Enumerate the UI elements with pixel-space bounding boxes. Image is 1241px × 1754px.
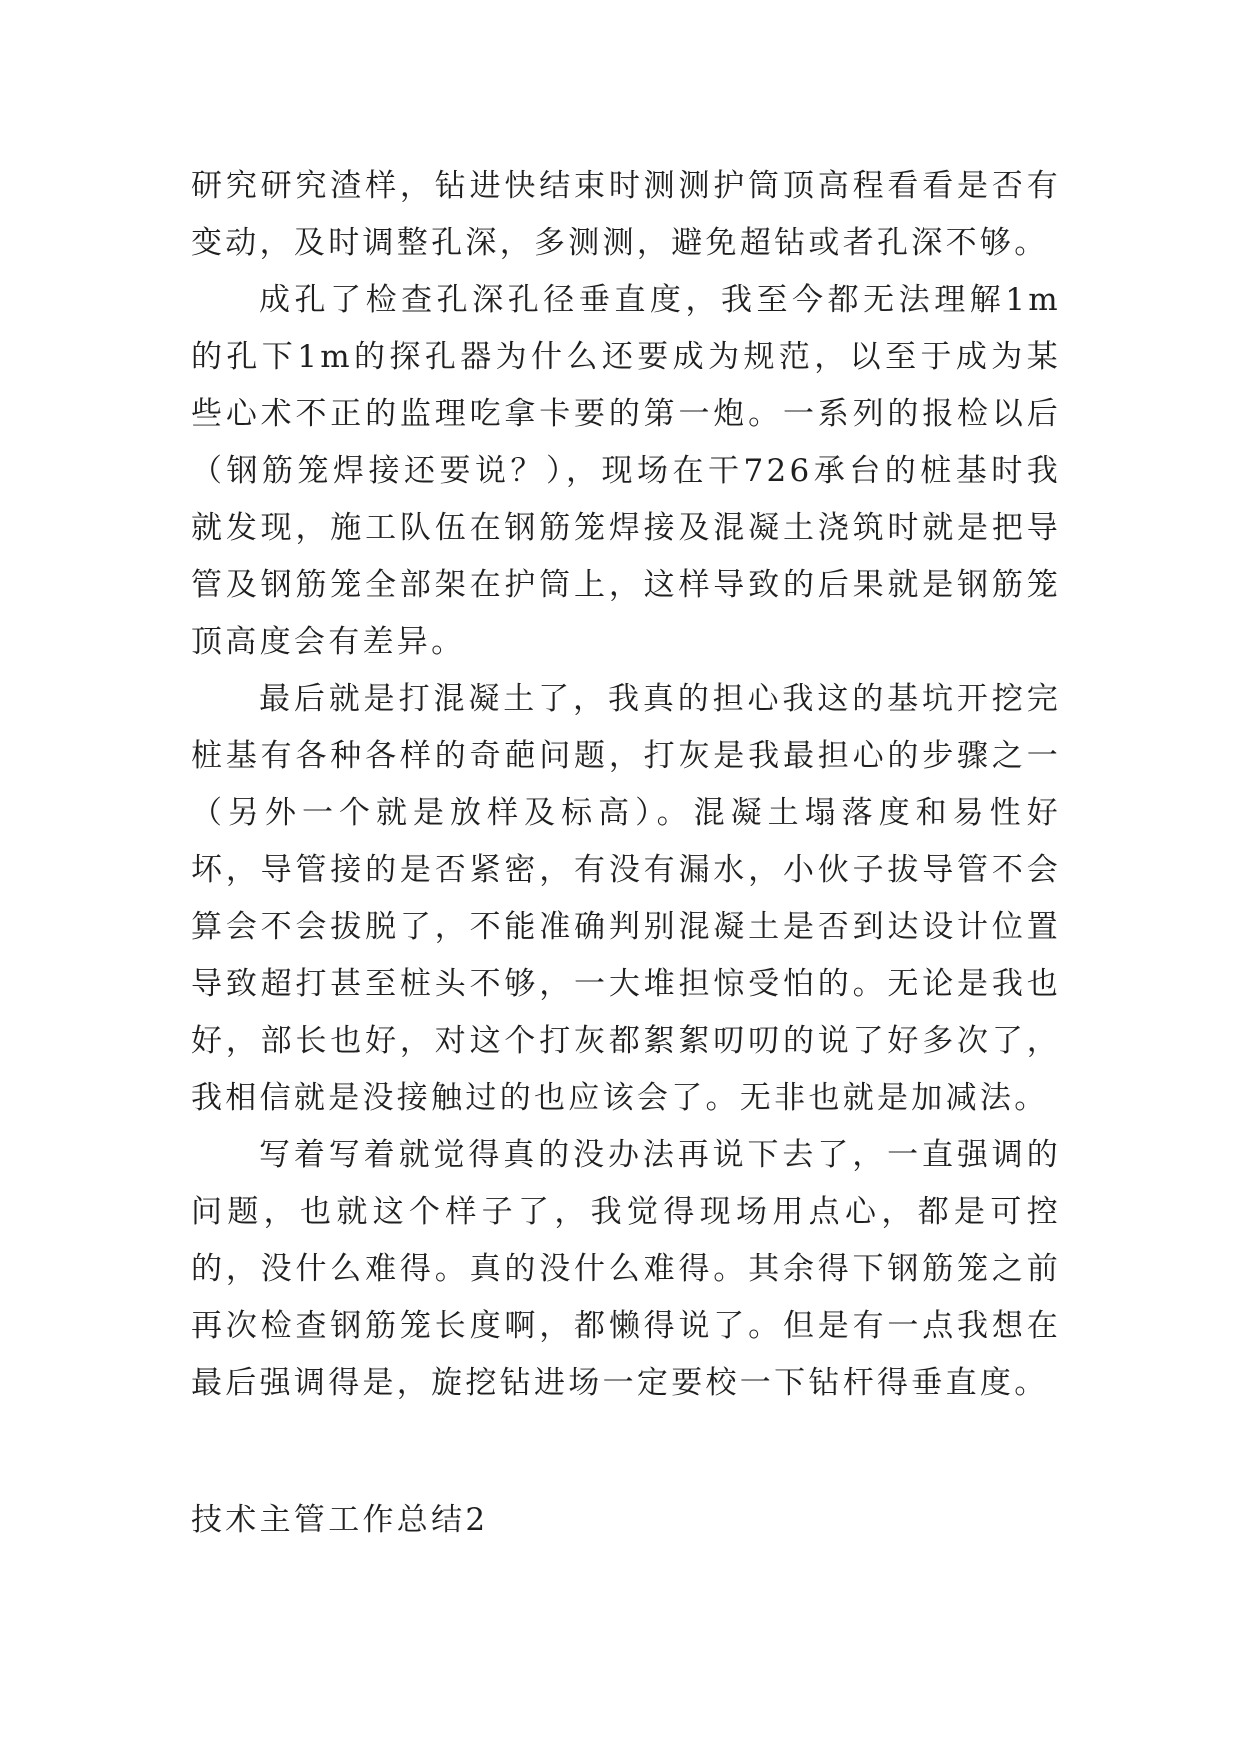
- section-heading: 技术主管工作总结2: [191, 1502, 489, 1538]
- paragraph-concrete-pouring: 最后就是打混凝土了，我真的担心我这的基坑开挖完桩基有各种各样的奇葩问题，打灰是我最担心的步骤之一（另外一个就是放样及标高）。混凝土塌落度和易性好坏，导管接的是否紧密，有没有漏水，小伙子拔导管不会算会不会拔脱了，不能准确判别混凝土是否到达设计位置导致超打甚至桩头不够，一大堆担惊受怕的。无论是我也好，部长也好，对这个打灰都絮絮叨叨的说了好多次了，我相信就是没接触过的也应该会了。无非也就是加减法。: [191, 681, 1061, 1116]
- paragraph-closing-remarks: 写着写着就觉得真的没办法再说下去了，一直强调的问题，也就这个样子了，我觉得现场用点心，都是可控的，没什么难得。真的没什么难得。其余得下钢筋笼之前再次检查钢筋笼长度啊，都懒得说了。但是有一点我想在最后强调得是，旋挖钻进场一定要校一下钻杆得垂直度。: [191, 1137, 1061, 1401]
- paragraph-continuation: 研究研究渣样，钻进快结束时测测护筒顶高程看看是否有变动，及时调整孔深，多测测，避免超钻或者孔深不够。: [191, 168, 1061, 261]
- body-text: [191, 158, 1061, 1412]
- paragraph-hole-inspection: 成孔了检查孔深孔径垂直度，我至今都无法理解1m的孔下1m的探孔器为什么还要成为规范，以至于成为某些心术不正的监理吃拿卡要的第一炮。一系列的报检以后（钢筋笼焊接还要说？），现场在干726承台的桩基时我就发现，施工队伍在钢筋笼焊接及混凝土浇筑时就是把导管及钢筋笼全部架在护筒上，这样导致的后果就是钢筋笼顶高度会有差异。: [191, 282, 1061, 660]
